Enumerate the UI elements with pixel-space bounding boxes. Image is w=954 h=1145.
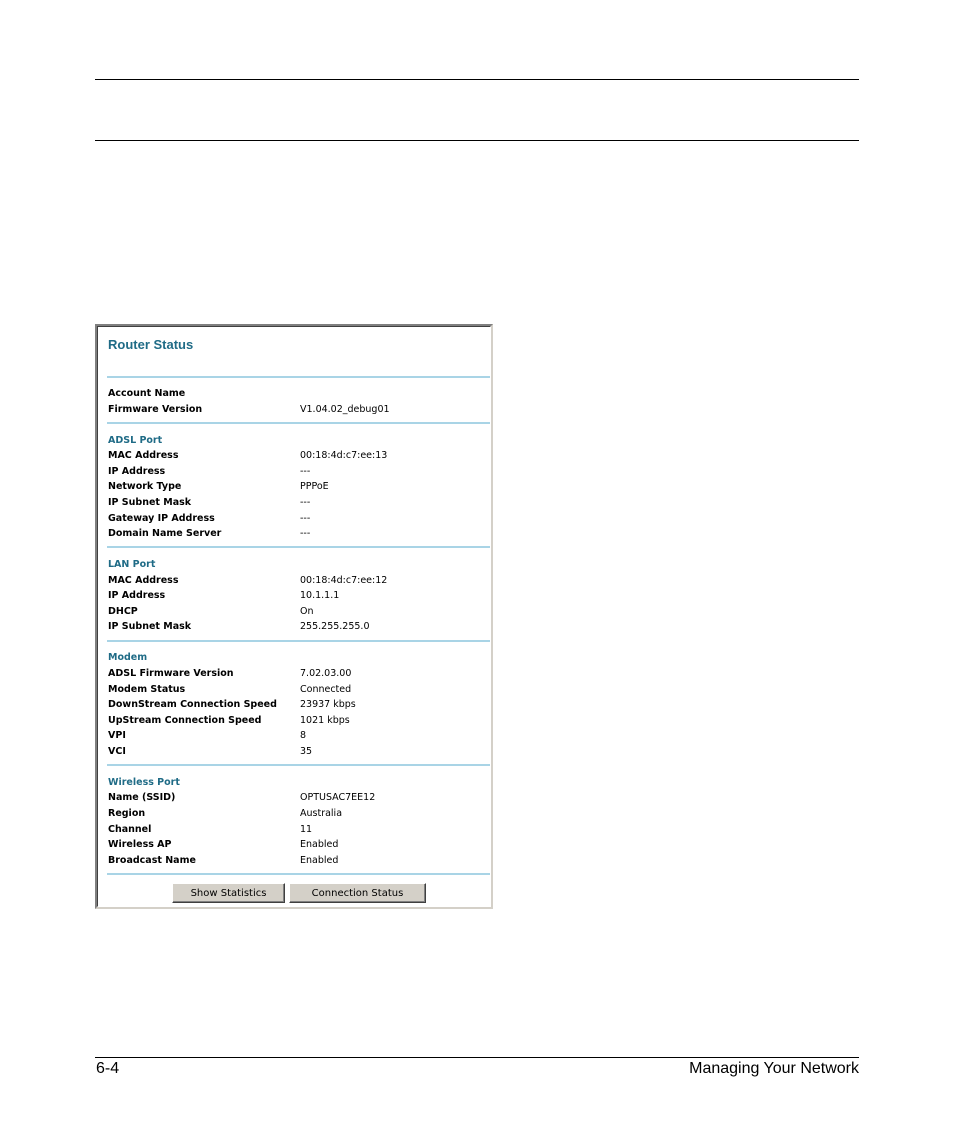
- row-value: 23937 kbps: [300, 699, 356, 710]
- connection-status-button[interactable]: Connection Status: [289, 883, 426, 903]
- row-label: Firmware Version: [108, 404, 203, 415]
- row-value: 00:18:4d:c7:ee:12: [300, 575, 388, 586]
- row-label: DHCP: [108, 606, 138, 617]
- section-heading-adsl-port: ADSL Port: [108, 435, 163, 446]
- row-value: Enabled: [300, 839, 339, 850]
- status-row: [108, 744, 478, 759]
- status-row: [108, 464, 478, 479]
- row-label: MAC Address: [108, 575, 179, 586]
- row-label: UpStream Connection Speed: [108, 715, 262, 726]
- row-value: PPPoE: [300, 481, 329, 492]
- panel-title: Router Status: [108, 337, 194, 352]
- row-value: Enabled: [300, 855, 339, 866]
- row-label: Domain Name Server: [108, 528, 222, 539]
- row-value: On: [300, 606, 314, 617]
- status-row: [108, 573, 478, 588]
- status-row: [108, 682, 478, 697]
- row-value: 10.1.1.1: [300, 590, 340, 601]
- row-value: V1.04.02_debug01: [300, 404, 390, 415]
- row-label: IP Address: [108, 466, 166, 477]
- divider: [107, 873, 490, 875]
- status-row-firmware-version: [108, 402, 478, 417]
- status-row: [108, 479, 478, 494]
- divider: [107, 422, 490, 424]
- row-label: IP Subnet Mask: [108, 621, 192, 632]
- status-row: [108, 728, 478, 743]
- status-row: [108, 697, 478, 712]
- row-label: Wireless AP: [108, 839, 172, 850]
- page-number: 6-4: [96, 1060, 120, 1077]
- row-value: 8: [300, 730, 307, 741]
- show-statistics-button[interactable]: Show Statistics: [172, 883, 285, 903]
- row-label: Account Name: [108, 388, 186, 399]
- row-label: IP Address: [108, 590, 166, 601]
- status-row: [108, 790, 478, 805]
- row-label: Channel: [108, 824, 152, 835]
- section-heading-modem: Modem: [108, 652, 148, 663]
- divider: [107, 376, 490, 378]
- status-row: [108, 806, 478, 821]
- row-value: Australia: [300, 808, 343, 819]
- router-status-panel: [97, 326, 491, 907]
- status-row: [108, 604, 478, 619]
- row-label: Region: [108, 808, 146, 819]
- row-label: Broadcast Name: [108, 855, 196, 866]
- row-label: DownStream Connection Speed: [108, 699, 277, 710]
- row-value: Connected: [300, 684, 352, 695]
- row-value: 7.02.03.00: [300, 668, 352, 679]
- row-label: IP Subnet Mask: [108, 497, 192, 508]
- status-row: [108, 853, 478, 868]
- divider: [107, 546, 490, 548]
- chapter-title: Managing Your Network: [689, 1060, 859, 1077]
- status-row-account-name: [108, 386, 478, 401]
- section-heading-lan-port: LAN Port: [108, 559, 156, 570]
- row-label: VCI: [108, 746, 126, 757]
- status-row: [108, 495, 478, 510]
- header-rule-bottom: [95, 140, 859, 141]
- row-value: ---: [300, 466, 311, 477]
- row-value: 35: [300, 746, 313, 757]
- row-label: Name (SSID): [108, 792, 176, 803]
- row-value: ---: [300, 497, 311, 508]
- section-heading-wireless-port: Wireless Port: [108, 777, 180, 788]
- row-label: Gateway IP Address: [108, 513, 215, 524]
- router-status-screenshot: [95, 324, 493, 909]
- row-value: ---: [300, 513, 311, 524]
- row-value: ---: [300, 528, 311, 539]
- status-row: [108, 619, 478, 634]
- status-row: [108, 666, 478, 681]
- header-rule-top: [95, 79, 859, 80]
- status-row: [108, 713, 478, 728]
- footer-rule: [95, 1057, 859, 1058]
- row-value: 255.255.255.0: [300, 621, 370, 632]
- row-value: 1021 kbps: [300, 715, 350, 726]
- status-row: [108, 822, 478, 837]
- divider: [107, 640, 490, 642]
- status-row: [108, 511, 478, 526]
- row-value: 11: [300, 824, 313, 835]
- status-row: [108, 526, 478, 541]
- row-value: 00:18:4d:c7:ee:13: [300, 450, 388, 461]
- row-label: Modem Status: [108, 684, 186, 695]
- divider: [107, 764, 490, 766]
- row-label: Network Type: [108, 481, 182, 492]
- status-row: [108, 588, 478, 603]
- status-row: [108, 448, 478, 463]
- row-label: ADSL Firmware Version: [108, 668, 234, 679]
- status-row: [108, 837, 478, 852]
- row-label: VPI: [108, 730, 126, 741]
- row-value: OPTUSAC7EE12: [300, 792, 376, 803]
- row-label: MAC Address: [108, 450, 179, 461]
